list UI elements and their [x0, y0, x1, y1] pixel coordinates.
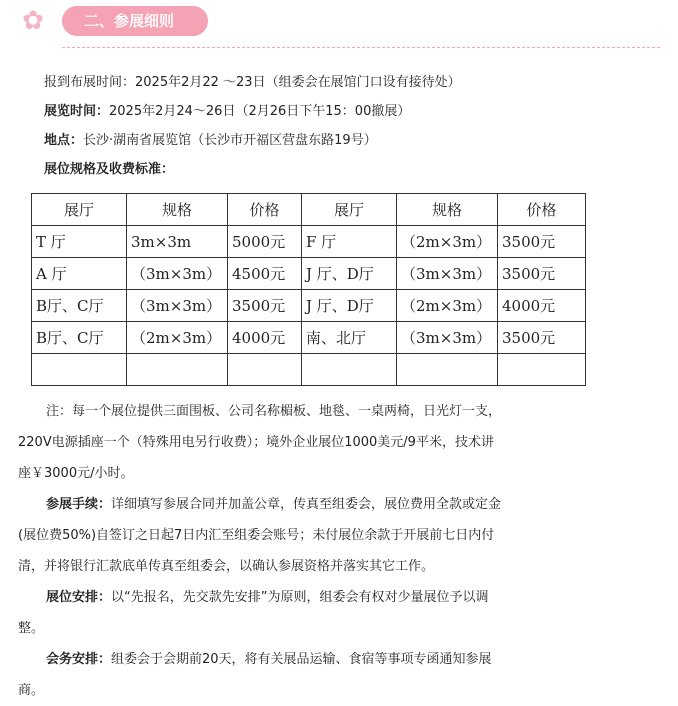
- table-cell: 3500元: [498, 258, 586, 290]
- table-cell: J 厅、D厅: [302, 258, 397, 290]
- table-cell: B厅、C厅: [32, 290, 127, 322]
- table-cell: （3m×3m）: [397, 258, 498, 290]
- exhibit-time-label: 展览时间：: [44, 104, 110, 119]
- booth-paragraph: [18, 582, 662, 644]
- meeting-line: 商。: [18, 683, 45, 698]
- table-cell: 3500元: [498, 226, 586, 258]
- procedure-line: (展位费50%)自签订之日起7日内汇至组委会账号；未付展位余款于开展前七日内付: [18, 528, 495, 543]
- venue-value: 长沙·湖南省展览馆（长沙市开福区营盘东路19号）: [83, 133, 377, 148]
- notes-section: [18, 396, 662, 706]
- table-row: [32, 258, 586, 290]
- table-cell: 3m×3m: [127, 226, 228, 258]
- procedure-line: 清，并将银行汇款底单传真至组委会，以确认参展资格并落实其它工作。: [18, 559, 435, 574]
- table-cell: 5000元: [228, 226, 302, 258]
- booth-line: 以“先报名，先交款先安排”为原则，组委会有权对少量展位予以调: [111, 590, 489, 605]
- venue: [44, 126, 664, 155]
- table-cell: 南、北厅: [302, 322, 397, 354]
- venue-label: 地点：: [44, 133, 84, 148]
- table-cell: [397, 354, 498, 386]
- table-cell: [32, 354, 127, 386]
- table-cell: 4000元: [498, 290, 586, 322]
- table-header: 价格: [498, 194, 586, 226]
- table-header: 规格: [397, 194, 498, 226]
- table-cell: J 厅、D厅: [302, 290, 397, 322]
- booth-label: 展位安排：: [46, 590, 112, 605]
- meeting-line: 组委会于会期前20天，将有关展品运输、食宿等事项专函通知参展: [111, 652, 492, 667]
- note-line: 220V电源插座一个（特殊用电另行收费）；境外企业展位1000美元/9平米，技术讲: [18, 435, 494, 450]
- table-row: [32, 226, 586, 258]
- table-cell: 3500元: [498, 322, 586, 354]
- checkin-time: 报到布展时间：2025年2月22 ～23日（组委会在展馆门口设有接待处）: [44, 75, 461, 90]
- table-cell: A 厅: [32, 258, 127, 290]
- table-header-row: [32, 194, 586, 226]
- meeting-paragraph: [18, 644, 662, 706]
- table-cell: [127, 354, 228, 386]
- table-row: [32, 322, 586, 354]
- table-cell: （3m×3m）: [127, 258, 228, 290]
- table-cell: 4500元: [228, 258, 302, 290]
- table-row-empty: [32, 354, 586, 386]
- exhibit-time: [44, 97, 664, 126]
- dashed-divider: [62, 47, 660, 48]
- section-title: 二、参展细则: [84, 12, 175, 30]
- fee-table: [31, 193, 586, 386]
- note-line: 座￥3000元/小时。: [18, 466, 134, 481]
- meeting-label: 会务安排：: [46, 652, 112, 667]
- table-cell: T 厅: [32, 226, 127, 258]
- section-header: [0, 0, 678, 50]
- table-header: 规格: [127, 194, 228, 226]
- table-cell: （3m×3m）: [397, 322, 498, 354]
- info-block: [44, 68, 664, 184]
- exhibit-time-value: 2025年2月24～26日（2月26日下午15：00撤展）: [109, 104, 411, 119]
- table-cell: （2m×3m）: [397, 290, 498, 322]
- table-cell: B厅、C厅: [32, 322, 127, 354]
- table-cell: [302, 354, 397, 386]
- table-header: 展厅: [32, 194, 127, 226]
- fees-heading: 展位规格及收费标准：: [44, 162, 175, 177]
- table-cell: （3m×3m）: [127, 290, 228, 322]
- note-line: 注：每一个展位提供三面围板、公司名称楣板、地毯、一桌两椅，日光灯一支，: [46, 404, 502, 419]
- table-row: [32, 290, 586, 322]
- table-cell: 4000元: [228, 322, 302, 354]
- table-cell: [228, 354, 302, 386]
- section-title-pill: [62, 6, 208, 36]
- note-paragraph: [18, 396, 662, 489]
- table-header: 价格: [228, 194, 302, 226]
- procedure-paragraph: [18, 489, 662, 582]
- booth-line: 整。: [18, 621, 45, 636]
- table-header: 展厅: [302, 194, 397, 226]
- table-cell: （2m×3m）: [397, 226, 498, 258]
- table-cell: 3500元: [228, 290, 302, 322]
- table-cell: （2m×3m）: [127, 322, 228, 354]
- flower-icon: ✿: [22, 6, 44, 36]
- procedure-label: 参展手续：: [46, 497, 112, 512]
- table-cell: F 厅: [302, 226, 397, 258]
- procedure-line: 详细填写参展合同并加盖公章，传真至组委会，展位费用全款或定金: [111, 497, 502, 512]
- table-cell: [498, 354, 586, 386]
